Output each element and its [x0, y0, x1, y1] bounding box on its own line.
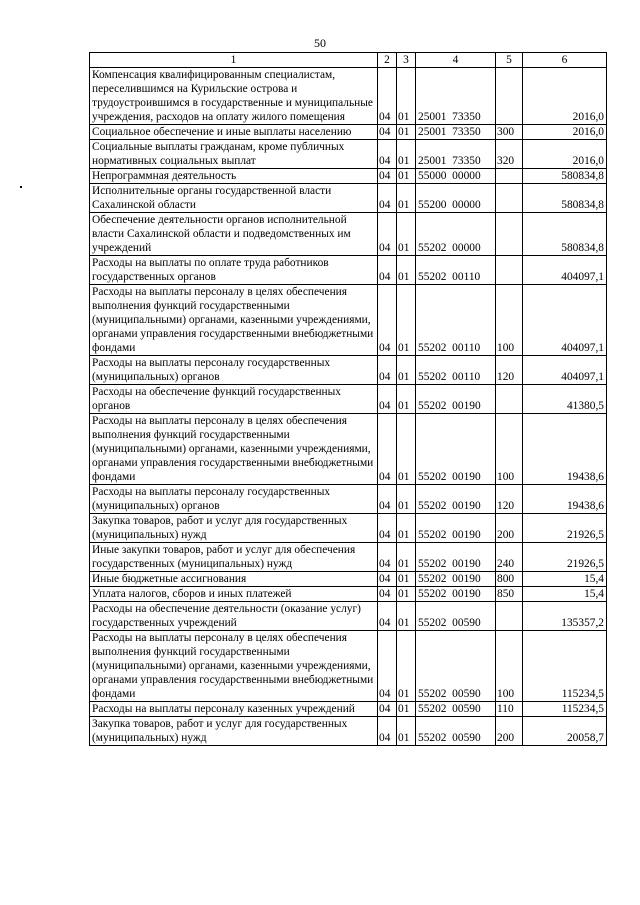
target-code-cell: 55202 00110	[416, 256, 496, 285]
row-name-cell: Расходы на выплаты персоналу в целях обеспечения выполнения функций государственными (муниципальными) органами, казенными учреждениями, органами управления государственными внебюджетными фондами	[90, 414, 378, 485]
subsection-cell: 01	[397, 385, 416, 414]
section-cell: 04	[378, 68, 397, 125]
row-name-cell: Расходы на выплаты по оплате труда работников государственных органов	[90, 256, 378, 285]
sum-cell: 19438,6	[523, 414, 607, 485]
target-code-cell: 55000 00000	[416, 169, 496, 184]
target-code-cell: 55202 00190	[416, 572, 496, 587]
section-cell: 04	[378, 256, 397, 285]
column-header: 3	[397, 53, 416, 68]
table-row	[90, 356, 607, 385]
expense-type-cell	[496, 385, 523, 414]
target-code-cell: 55202 00190	[416, 485, 496, 514]
expense-type-cell: 300	[496, 125, 523, 140]
section-cell: 04	[378, 587, 397, 602]
section-cell: 04	[378, 213, 397, 256]
row-name-cell: Расходы на выплаты персоналу в целях обеспечения выполнения функций государственными (муниципальными) органами, казенными учреждениями, органами управления государственными внебюджетными фондами	[90, 631, 378, 702]
section-cell: 04	[378, 140, 397, 169]
subsection-cell: 01	[397, 125, 416, 140]
table-row	[90, 572, 607, 587]
target-code-cell: 55202 00110	[416, 356, 496, 385]
section-cell: 04	[378, 602, 397, 631]
expense-type-cell: 850	[496, 587, 523, 602]
section-cell: 04	[378, 184, 397, 213]
row-name-cell: Расходы на выплаты персоналу государственных (муниципальных) органов	[90, 356, 378, 385]
expense-type-cell: 120	[496, 485, 523, 514]
sum-cell: 580834,8	[523, 184, 607, 213]
sum-cell: 115234,5	[523, 631, 607, 702]
row-name-cell: Компенсация квалифицированным специалистам, переселившимся на Курильские острова и трудоустроившимся в государственные и муниципальные учреждения, расходов на оплату жилого помещения	[90, 68, 378, 125]
expense-type-cell: 100	[496, 631, 523, 702]
section-cell: 04	[378, 285, 397, 356]
row-name-cell: Закупка товаров, работ и услуг для государственных (муниципальных) нужд	[90, 514, 378, 543]
column-header: 6	[523, 53, 607, 68]
subsection-cell: 01	[397, 543, 416, 572]
table-row	[90, 125, 607, 140]
table-row	[90, 140, 607, 169]
expense-type-cell: 320	[496, 140, 523, 169]
subsection-cell: 01	[397, 414, 416, 485]
sum-cell: 21926,5	[523, 514, 607, 543]
section-cell: 04	[378, 572, 397, 587]
table-row	[90, 702, 607, 717]
row-name-cell: Исполнительные органы государственной власти Сахалинской области	[90, 184, 378, 213]
expense-type-cell	[496, 68, 523, 125]
table-row	[90, 414, 607, 485]
target-code-cell: 55202 00110	[416, 285, 496, 356]
target-code-cell: 25001 73350	[416, 68, 496, 125]
section-cell: 04	[378, 514, 397, 543]
subsection-cell: 01	[397, 572, 416, 587]
section-cell: 04	[378, 414, 397, 485]
table-row	[90, 485, 607, 514]
section-cell: 04	[378, 385, 397, 414]
expense-type-cell	[496, 256, 523, 285]
section-cell: 04	[378, 702, 397, 717]
target-code-cell: 55202 00190	[416, 385, 496, 414]
budget-table	[89, 52, 607, 746]
expense-type-cell	[496, 213, 523, 256]
target-code-cell: 55202 00590	[416, 631, 496, 702]
table-row	[90, 285, 607, 356]
row-name-cell: Закупка товаров, работ и услуг для государственных (муниципальных) нужд	[90, 717, 378, 746]
row-name-cell: Расходы на выплаты персоналу в целях обеспечения выполнения функций государственными (муниципальными) органами, казенными учреждениями, органами управления государственными внебюджетными фондами	[90, 285, 378, 356]
subsection-cell: 01	[397, 169, 416, 184]
section-cell: 04	[378, 125, 397, 140]
target-code-cell: 25001 73350	[416, 125, 496, 140]
section-cell: 04	[378, 717, 397, 746]
expense-type-cell: 200	[496, 514, 523, 543]
expense-type-cell: 100	[496, 285, 523, 356]
target-code-cell: 55202 00590	[416, 717, 496, 746]
row-name-cell: Расходы на обеспечение функций государственных органов	[90, 385, 378, 414]
table-row	[90, 717, 607, 746]
subsection-cell: 01	[397, 514, 416, 543]
sum-cell: 404097,1	[523, 356, 607, 385]
table-row	[90, 587, 607, 602]
subsection-cell: 01	[397, 485, 416, 514]
sum-cell: 404097,1	[523, 285, 607, 356]
expense-type-cell: 240	[496, 543, 523, 572]
table-row	[90, 543, 607, 572]
expense-type-cell: 200	[496, 717, 523, 746]
sum-cell: 21926,5	[523, 543, 607, 572]
table-row	[90, 68, 607, 125]
target-code-cell: 55202 00190	[416, 514, 496, 543]
table-row	[90, 602, 607, 631]
target-code-cell: 55202 00190	[416, 543, 496, 572]
sum-cell: 580834,8	[523, 213, 607, 256]
row-name-cell: Расходы на обеспечение деятельности (оказание услуг) государственных учреждений	[90, 602, 378, 631]
row-name-cell: Иные закупки товаров, работ и услуг для обеспечения государственных (муниципальных) нужд	[90, 543, 378, 572]
subsection-cell: 01	[397, 602, 416, 631]
section-cell: 04	[378, 356, 397, 385]
subsection-cell: 01	[397, 717, 416, 746]
target-code-cell: 55202 00590	[416, 602, 496, 631]
sum-cell: 115234,5	[523, 702, 607, 717]
expense-type-cell	[496, 169, 523, 184]
section-cell: 04	[378, 169, 397, 184]
subsection-cell: 01	[397, 631, 416, 702]
target-code-cell: 55202 00000	[416, 213, 496, 256]
table-row	[90, 385, 607, 414]
column-header: 5	[496, 53, 523, 68]
subsection-cell: 01	[397, 285, 416, 356]
sum-cell: 20058,7	[523, 717, 607, 746]
scan-speck	[20, 186, 22, 188]
page-number: 50	[314, 36, 326, 50]
target-code-cell: 55202 00190	[416, 587, 496, 602]
sum-cell: 15,4	[523, 587, 607, 602]
row-name-cell: Иные бюджетные ассигнования	[90, 572, 378, 587]
row-name-cell: Расходы на выплаты персоналу казенных учреждений	[90, 702, 378, 717]
expense-type-cell	[496, 602, 523, 631]
table-row	[90, 631, 607, 702]
sum-cell: 580834,8	[523, 169, 607, 184]
row-name-cell: Социальное обеспечение и иные выплаты населению	[90, 125, 378, 140]
subsection-cell: 01	[397, 356, 416, 385]
sum-cell: 15,4	[523, 572, 607, 587]
header-row	[90, 53, 607, 68]
table-row	[90, 169, 607, 184]
section-cell: 04	[378, 631, 397, 702]
expense-type-cell	[496, 184, 523, 213]
subsection-cell: 01	[397, 702, 416, 717]
row-name-cell: Расходы на выплаты персоналу государственных (муниципальных) органов	[90, 485, 378, 514]
row-name-cell: Непрограммная деятельность	[90, 169, 378, 184]
subsection-cell: 01	[397, 256, 416, 285]
target-code-cell: 55200 00000	[416, 184, 496, 213]
sum-cell: 2016,0	[523, 140, 607, 169]
expense-type-cell: 100	[496, 414, 523, 485]
column-header: 2	[378, 53, 397, 68]
table-row	[90, 256, 607, 285]
table-row	[90, 213, 607, 256]
section-cell: 04	[378, 485, 397, 514]
subsection-cell: 01	[397, 213, 416, 256]
expense-type-cell: 120	[496, 356, 523, 385]
sum-cell: 2016,0	[523, 68, 607, 125]
sum-cell: 404097,1	[523, 256, 607, 285]
subsection-cell: 01	[397, 587, 416, 602]
row-name-cell: Уплата налогов, сборов и иных платежей	[90, 587, 378, 602]
section-cell: 04	[378, 543, 397, 572]
subsection-cell: 01	[397, 140, 416, 169]
sum-cell: 41380,5	[523, 385, 607, 414]
expense-type-cell: 110	[496, 702, 523, 717]
row-name-cell: Обеспечение деятельности органов исполнительной власти Сахалинской области и подведомственных им учреждений	[90, 213, 378, 256]
target-code-cell: 55202 00590	[416, 702, 496, 717]
column-header: 1	[90, 53, 378, 68]
expense-type-cell: 800	[496, 572, 523, 587]
row-name-cell: Социальные выплаты гражданам, кроме публичных нормативных социальных выплат	[90, 140, 378, 169]
subsection-cell: 01	[397, 68, 416, 125]
sum-cell: 135357,2	[523, 602, 607, 631]
sum-cell: 2016,0	[523, 125, 607, 140]
target-code-cell: 25001 73350	[416, 140, 496, 169]
table-row	[90, 514, 607, 543]
target-code-cell: 55202 00190	[416, 414, 496, 485]
table-row	[90, 184, 607, 213]
column-header: 4	[416, 53, 496, 68]
sum-cell: 19438,6	[523, 485, 607, 514]
subsection-cell: 01	[397, 184, 416, 213]
